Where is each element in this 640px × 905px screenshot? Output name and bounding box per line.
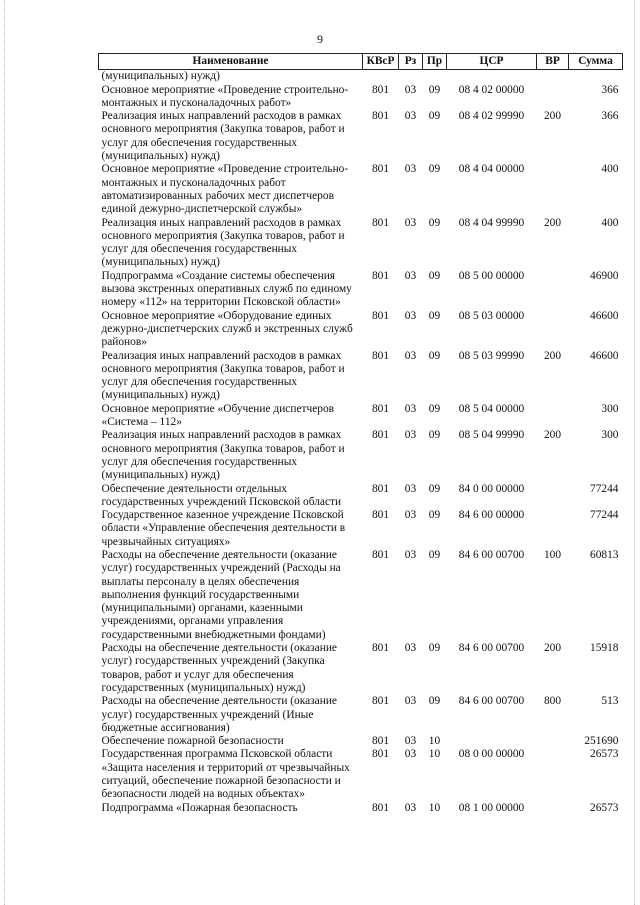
row-pr-cell: 10 xyxy=(428,748,441,761)
table-row xyxy=(99,70,623,84)
row-vr-cell xyxy=(537,70,569,84)
row-name-cell: Подпрограмма «Создание системы обеспечения вызова экстренных оперативных служб по единому номеру «112» на территории Псковской области» xyxy=(101,269,352,309)
row-pr-cell: 09 xyxy=(428,548,441,561)
row-rz-cell: 03 xyxy=(404,349,417,362)
row-name-cell: Обеспечение пожарной безопасности xyxy=(101,735,284,748)
row-rz-cell xyxy=(399,70,423,84)
row-rz-cell: 03 xyxy=(404,163,417,176)
row-pr-cell: 10 xyxy=(428,735,441,748)
row-name-cell: Реализация иных направлений расходов в рамках основного мероприятия (Закупка товаров, работ и услуг для обеспечения государственных (муниципальных) нужд) xyxy=(101,110,345,163)
table-row xyxy=(99,549,623,642)
row-sum-cell: 60813 xyxy=(590,548,619,561)
row-kvsr-cell: 801 xyxy=(371,309,390,322)
row-rz-cell: 03 xyxy=(404,735,417,748)
row-rz-cell: 03 xyxy=(404,83,417,96)
row-name-cell: Обеспечение деятельности отдельных государственных учреждений Псковской области xyxy=(101,482,342,508)
row-rz-cell: 03 xyxy=(404,402,417,415)
row-pr-cell: 10 xyxy=(428,801,441,814)
table-row xyxy=(99,310,623,350)
row-name-cell: Реализация иных направлений расходов в рамках основного мероприятия (Закупка товаров, работ и услуг для обеспечения государственных (муниципальных) нужд) xyxy=(101,349,345,402)
row-kvsr-cell: 801 xyxy=(371,269,390,282)
row-csr-cell: 84 6 00 00000 xyxy=(458,509,525,522)
row-rz-cell: 03 xyxy=(404,801,417,814)
row-sum-cell: 15918 xyxy=(590,642,619,655)
row-name-cell: Расходы на обеспечение деятельности (оказание услуг) государственных учреждений (Расходы на выплаты персоналу в целях обеспечения выполнения функций государственными (муниципальными) органами, казенными учреждениями, органами управления государственными внебюджетными фондами) xyxy=(101,548,341,641)
budget-table-body xyxy=(99,70,623,815)
row-kvsr-cell: 801 xyxy=(371,402,390,415)
row-kvsr-cell: 801 xyxy=(371,482,390,495)
row-sum-cell: 251690 xyxy=(584,735,619,748)
row-sum-cell: 26573 xyxy=(590,748,619,761)
row-pr-cell: 09 xyxy=(428,402,441,415)
row-rz-cell: 03 xyxy=(404,642,417,655)
row-rz-cell: 03 xyxy=(404,548,417,561)
row-rz-cell: 03 xyxy=(404,309,417,322)
row-name-cell: Реализация иных направлений расходов в рамках основного мероприятия (Закупка товаров, работ и услуг для обеспечения государственных (муниципальных) нужд) xyxy=(101,429,345,482)
row-vr-cell: 200 xyxy=(543,642,562,655)
row-vr-cell xyxy=(537,84,569,111)
row-pr-cell: 09 xyxy=(428,349,441,362)
row-sum-cell: 366 xyxy=(601,110,619,123)
row-csr-cell: 08 5 04 00000 xyxy=(458,402,525,415)
table-header-row xyxy=(99,54,623,70)
row-name-cell: Реализация иных направлений расходов в рамках основного мероприятия (Закупка товаров, работ и услуг для обеспечения государственных (муниципальных) нужд) xyxy=(101,216,345,269)
row-vr-cell xyxy=(537,310,569,350)
table-row xyxy=(99,695,623,735)
row-vr-cell: 200 xyxy=(543,110,562,123)
scan-edge-right xyxy=(634,0,636,905)
row-name-cell: Государственное казенное учреждение Псковской области «Управление обеспечения деятельности в чрезвычайных ситуациях» xyxy=(101,509,346,548)
table-row xyxy=(99,483,623,510)
row-rz-cell: 03 xyxy=(404,216,417,229)
row-rz-cell: 03 xyxy=(404,509,417,522)
row-csr-cell xyxy=(447,735,537,748)
table-row xyxy=(99,84,623,111)
row-vr-cell xyxy=(537,509,569,549)
table-row xyxy=(99,270,623,310)
row-kvsr-cell: 801 xyxy=(371,509,390,522)
row-vr-cell xyxy=(537,163,569,216)
row-csr-cell: 08 0 00 00000 xyxy=(458,748,525,761)
row-csr-cell: 08 4 04 00000 xyxy=(458,163,525,176)
column-header-vr: ВР xyxy=(537,54,569,70)
row-rz-cell: 03 xyxy=(404,695,417,708)
row-name-cell: Основное мероприятие «Проведение строительно-монтажных и пусконаладочных работ» xyxy=(101,83,349,109)
page-number: 9 xyxy=(317,32,323,46)
column-header-kvsr: КВсР xyxy=(363,54,399,70)
row-pr-cell: 09 xyxy=(428,110,441,123)
row-csr-cell: 84 6 00 00700 xyxy=(458,548,525,561)
row-name-cell: Основное мероприятие «Оборудование единых дежурно-диспетчерских служб и экстренных служб районов» xyxy=(101,309,353,349)
table-row xyxy=(99,802,623,815)
table-row xyxy=(99,509,623,549)
row-kvsr-cell: 801 xyxy=(371,642,390,655)
column-header-name: Наименование xyxy=(99,54,363,70)
scan-edge-left xyxy=(4,0,6,905)
row-pr-cell: 09 xyxy=(428,482,441,495)
row-rz-cell: 03 xyxy=(404,110,417,123)
row-sum-cell xyxy=(569,70,623,84)
table-row xyxy=(99,350,623,403)
row-sum-cell: 300 xyxy=(601,429,619,442)
row-kvsr-cell: 801 xyxy=(371,216,390,229)
row-sum-cell: 366 xyxy=(601,83,619,96)
row-vr-cell: 100 xyxy=(543,548,562,561)
row-name-cell: Расходы на обеспечение деятельности (оказание услуг) государственных учреждений (Иные бюджетные ассигнования) xyxy=(101,695,337,734)
column-header-sum: Сумма xyxy=(569,54,623,70)
row-vr-cell xyxy=(537,748,569,801)
row-csr-cell: 84 6 00 00700 xyxy=(458,695,525,708)
row-vr-cell xyxy=(537,483,569,510)
row-sum-cell: 77244 xyxy=(590,482,619,495)
row-csr-cell: 08 5 04 99990 xyxy=(458,429,525,442)
row-pr-cell: 09 xyxy=(428,695,441,708)
row-name-cell: Расходы на обеспечение деятельности (оказание услуг) государственных учреждений (Закупка товаров, работ и услуг для обеспечения государственных (муниципальных) нужд) xyxy=(101,642,337,694)
row-sum-cell: 46600 xyxy=(590,309,619,322)
table-row xyxy=(99,642,623,695)
row-vr-cell: 200 xyxy=(543,349,562,362)
row-csr-cell: 08 5 03 99990 xyxy=(458,349,525,362)
row-csr-cell: 84 0 00 00000 xyxy=(458,482,525,495)
row-sum-cell: 46600 xyxy=(590,349,619,362)
row-rz-cell: 03 xyxy=(404,482,417,495)
column-header-csr: ЦСР xyxy=(447,54,537,70)
row-kvsr-cell: 801 xyxy=(371,548,390,561)
row-kvsr-cell: 801 xyxy=(371,695,390,708)
row-vr-cell: 800 xyxy=(543,695,562,708)
row-sum-cell: 300 xyxy=(601,402,619,415)
table-row xyxy=(99,163,623,216)
row-vr-cell xyxy=(537,735,569,748)
row-name-cell: Государственная программа Псковской области «Защита населения и территорий от чрезвычайных ситуаций, обеспечение пожарной безопасности и безопасности людей на водных объектах» xyxy=(101,748,350,801)
row-pr-cell: 09 xyxy=(428,509,441,522)
table-row xyxy=(99,429,623,482)
row-kvsr-cell: 801 xyxy=(371,163,390,176)
row-sum-cell: 26573 xyxy=(590,801,619,814)
row-pr-cell: 09 xyxy=(428,642,441,655)
table-row xyxy=(99,110,623,163)
row-sum-cell: 513 xyxy=(601,695,619,708)
row-name-cell: Основное мероприятие «Обучение диспетчеров «Система – 112» xyxy=(101,402,335,429)
row-csr-cell: 08 4 02 00000 xyxy=(458,83,525,96)
row-rz-cell: 03 xyxy=(404,269,417,282)
row-name-cell: Основное мероприятие «Проведение строительно-монтажных и пусконаладочных работ автоматизированных рабочих мест диспетчеров единой дежурно-диспетчерской службы» xyxy=(101,163,349,216)
row-kvsr-cell: 801 xyxy=(371,429,390,442)
row-kvsr-cell: 801 xyxy=(371,748,390,761)
row-csr-cell: 08 4 04 99990 xyxy=(458,216,525,229)
row-rz-cell: 03 xyxy=(404,429,417,442)
row-pr-cell: 09 xyxy=(428,309,441,322)
row-csr-cell: 08 1 00 00000 xyxy=(458,801,525,814)
row-sum-cell: 77244 xyxy=(590,509,619,522)
row-pr-cell: 09 xyxy=(428,83,441,96)
row-kvsr-cell: 801 xyxy=(371,801,390,814)
table-row xyxy=(99,748,623,801)
row-kvsr-cell: 801 xyxy=(371,349,390,362)
column-header-rz: Рз xyxy=(399,54,423,70)
row-vr-cell xyxy=(537,270,569,310)
row-vr-cell xyxy=(537,802,569,815)
table-row xyxy=(99,403,623,430)
row-name-cell: (муниципальных) нужд) xyxy=(101,70,220,83)
row-pr-cell: 09 xyxy=(428,163,441,176)
row-csr-cell: 08 4 02 99990 xyxy=(458,110,525,123)
row-pr-cell: 09 xyxy=(428,429,441,442)
row-sum-cell: 400 xyxy=(601,216,619,229)
row-sum-cell: 46900 xyxy=(590,269,619,282)
row-pr-cell: 09 xyxy=(428,269,441,282)
row-kvsr-cell: 801 xyxy=(371,110,390,123)
table-row xyxy=(99,735,623,748)
row-vr-cell xyxy=(537,403,569,430)
row-csr-cell: 84 6 00 00700 xyxy=(458,642,525,655)
row-kvsr-cell xyxy=(363,70,399,84)
row-sum-cell: 400 xyxy=(601,163,619,176)
row-csr-cell: 08 5 03 00000 xyxy=(458,309,525,322)
row-rz-cell: 03 xyxy=(404,748,417,761)
row-kvsr-cell: 801 xyxy=(371,83,390,96)
row-vr-cell: 200 xyxy=(543,216,562,229)
row-csr-cell xyxy=(447,70,537,84)
row-csr-cell: 08 5 00 00000 xyxy=(458,269,525,282)
table-row xyxy=(99,217,623,270)
budget-table xyxy=(98,53,623,815)
column-header-pr: Пр xyxy=(423,54,447,70)
row-vr-cell: 200 xyxy=(543,429,562,442)
row-pr-cell xyxy=(423,70,447,84)
row-pr-cell: 09 xyxy=(428,216,441,229)
row-name-cell: Подпрограмма «Пожарная безопасность xyxy=(101,801,298,814)
row-kvsr-cell: 801 xyxy=(371,735,390,748)
